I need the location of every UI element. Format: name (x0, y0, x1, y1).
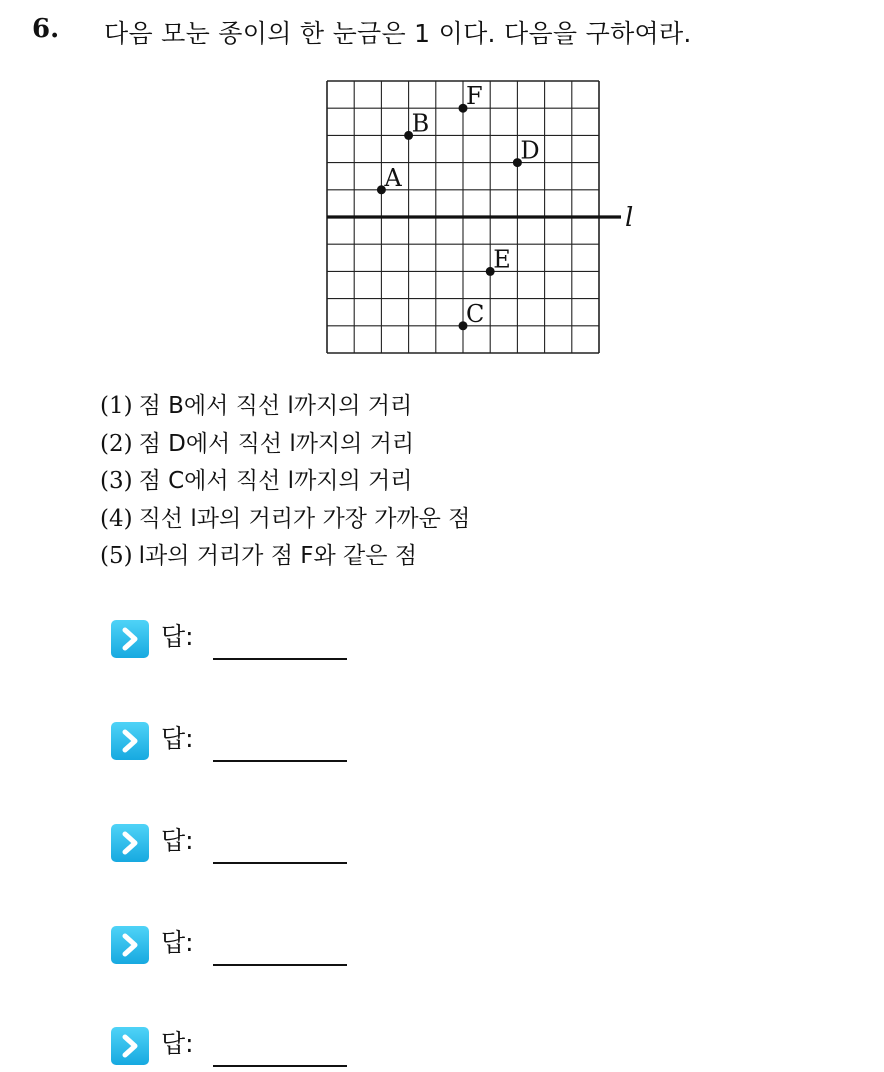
point-label-B: B (411, 109, 430, 138)
answer-label: 답: (161, 724, 194, 753)
answer-label: 답: (161, 1029, 194, 1058)
chevron-right-icon (111, 620, 149, 658)
grid-figure (0, 0, 884, 380)
answer-blank[interactable] (213, 658, 347, 660)
point-label-E: E (493, 245, 511, 274)
answer-label: 답: (161, 928, 194, 957)
answer-label: 답: (161, 622, 194, 651)
subquestion-4: (4) 직선 l과의 거리가 가장 가까운 점 (100, 505, 471, 532)
chevron-right-icon (111, 926, 149, 964)
question-number: 6. (32, 14, 60, 44)
chevron-right-icon (111, 1027, 149, 1065)
point-label-D: D (520, 136, 540, 165)
point-label-C: C (466, 299, 485, 328)
subquestion-5: (5) l과의 거리가 점 F와 같은 점 (100, 543, 417, 569)
answer-blank[interactable] (213, 760, 347, 762)
question-text: 다음 모눈 종이의 한 눈금은 1 이다. 다음을 구하여라. (104, 19, 692, 48)
line-l-label: l (625, 203, 634, 233)
chevron-right-icon (111, 722, 149, 760)
answer-blank[interactable] (213, 862, 347, 864)
answer-label: 답: (161, 826, 194, 855)
chevron-right-icon (111, 824, 149, 862)
answer-blank[interactable] (213, 964, 347, 966)
subquestion-list (100, 388, 470, 576)
point-label-A: A (384, 163, 402, 192)
subquestion-1: (1) 점 B에서 직선 l까지의 거리 (100, 393, 413, 419)
point-label-F: F (466, 82, 483, 111)
subquestion-2: (2) 점 D에서 직선 l까지의 거리 (100, 430, 415, 457)
subquestion-3: (3) 점 C에서 직선 l까지의 거리 (100, 468, 413, 494)
answer-blank[interactable] (213, 1065, 347, 1067)
